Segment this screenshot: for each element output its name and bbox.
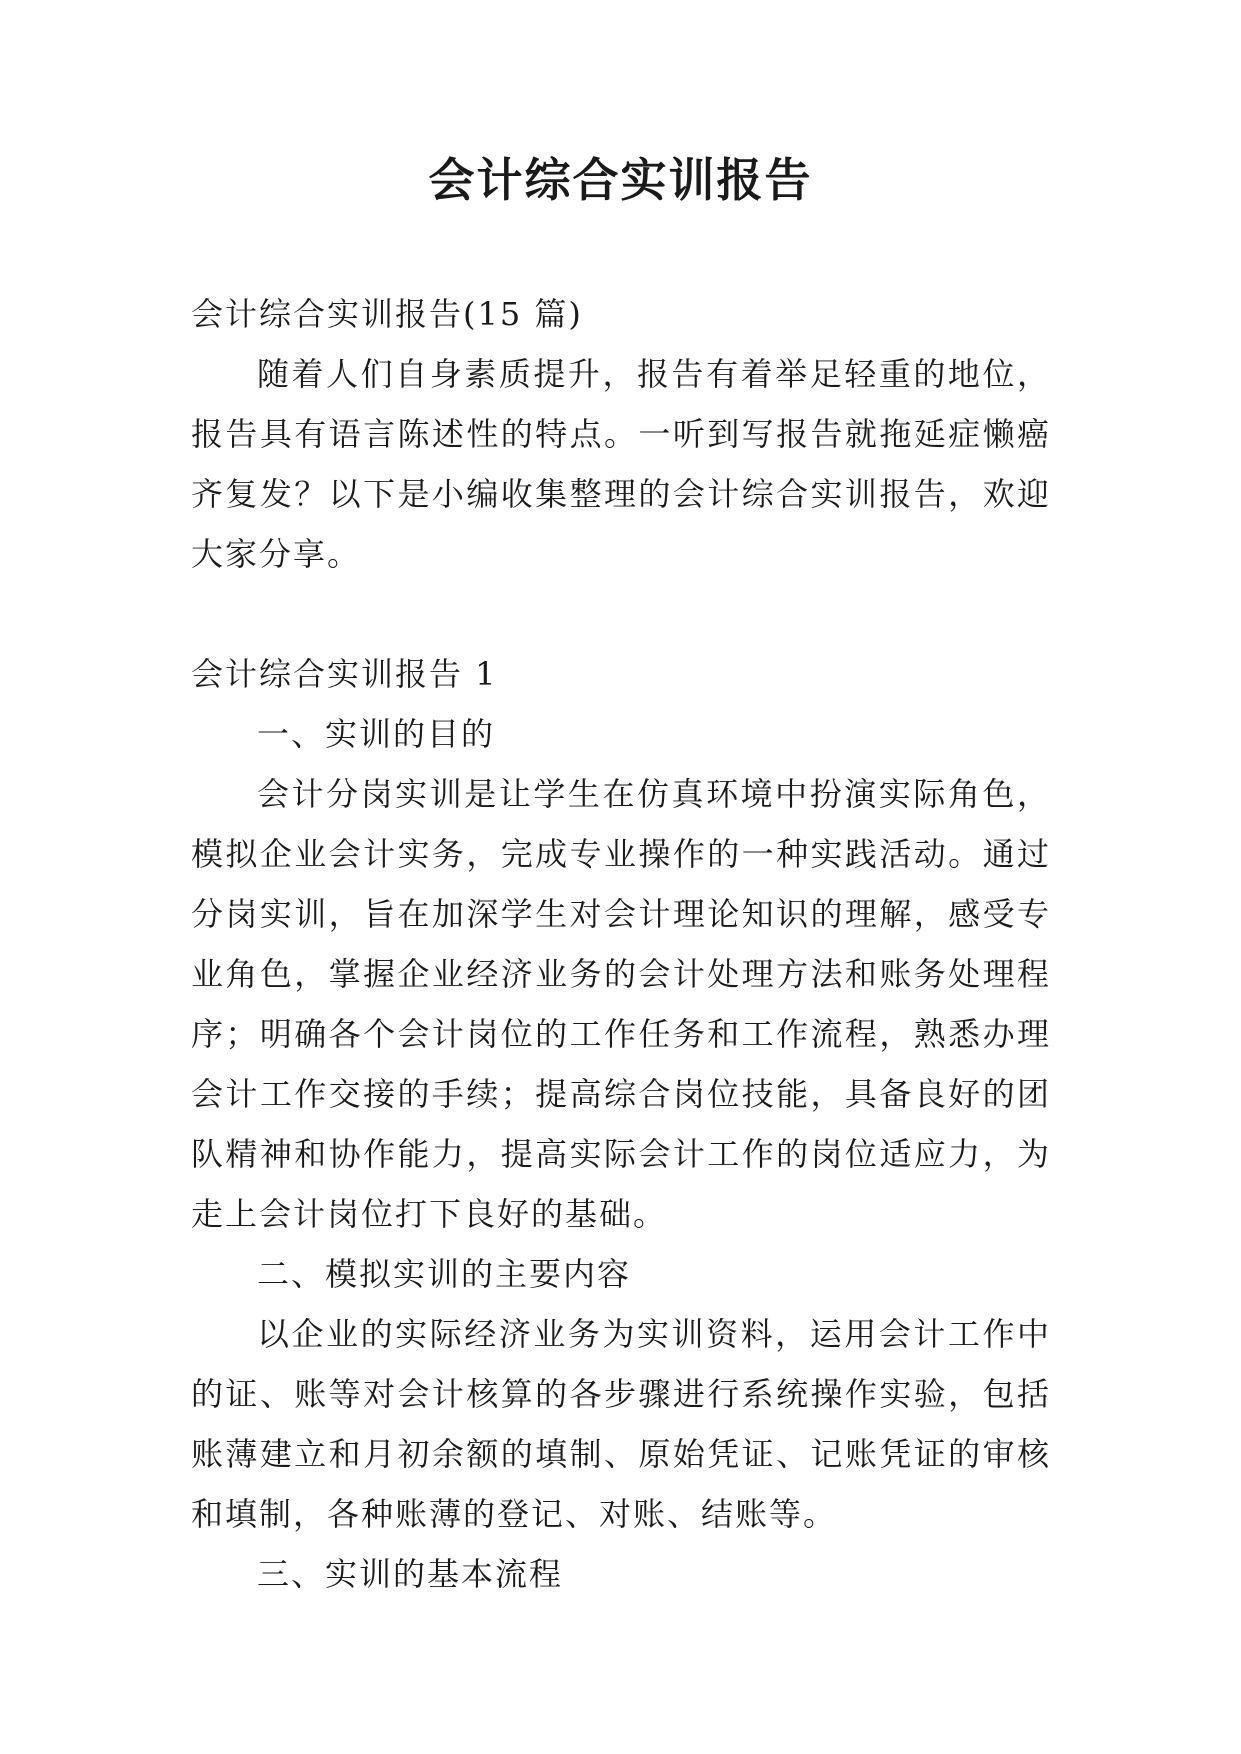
paragraph-content: 以企业的实际经济业务为实训资料，运用会计工作中的证、账等对会计核算的各步骤进行系统操作实验，包括账薄建立和月初余额的填制、原始凭证、记账凭证的审核和填制，各种账薄的登记、对账、结账等。 — [191, 1315, 1051, 1533]
heading-purpose: 一、实训的目的 — [257, 715, 496, 753]
section-gap — [191, 584, 1051, 644]
document-title: 会计综合实训报告 — [428, 153, 813, 207]
document-subtitle: 会计综合实训报告(15 篇) — [191, 295, 583, 333]
heading-process: 三、实训的基本流程 — [257, 1555, 564, 1593]
document-body — [191, 284, 1051, 1604]
paragraph-purpose: 会计分岗实训是让学生在仿真环境中扮演实际角色，模拟企业会计实务，完成专业操作的一种实践活动。通过分岗实训，旨在加深学生对会计理论知识的理解，感受专业角色，掌握企业经济业务的会计处理方法和账务处理程序；明确各个会计岗位的工作任务和工作流程，熟悉办理会计工作交接的手续；提高综合岗位技能，具备良好的团队精神和协作能力，提高实际会计工作的岗位适应力，为走上会计岗位打下良好的基础。 — [191, 775, 1051, 1233]
heading-content: 二、模拟实训的主要内容 — [257, 1255, 632, 1293]
section-title: 会计综合实训报告 1 — [191, 655, 498, 693]
intro-paragraph: 随着人们自身素质提升，报告有着举足轻重的地位，报告具有语言陈述性的特点。一听到写报告就拖延症懒癌齐复发？以下是小编收集整理的会计综合实训报告，欢迎大家分享。 — [191, 355, 1051, 573]
